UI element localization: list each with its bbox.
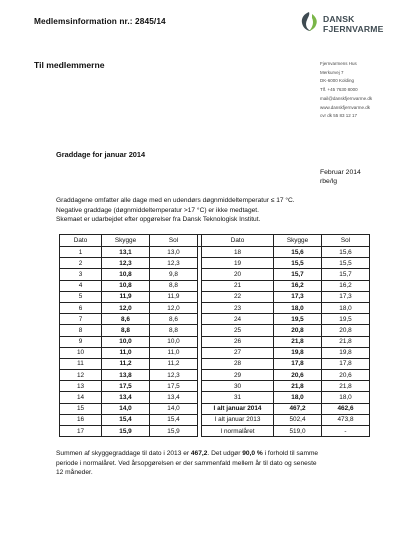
sun-cell: 11,2 <box>150 358 198 369</box>
summary-text-part: Summen af skyggegraddage til dato i 2013 er <box>56 450 191 457</box>
summary-line-2: periode i normalåret. Ved årsopgørelsen er der sammenfald mellem år til dato og seneste <box>56 459 317 467</box>
total-shadow-cell: 467,2 <box>274 403 322 414</box>
sun-cell: 8,6 <box>150 314 198 325</box>
date-cell: 6 <box>60 302 102 313</box>
shadow-cell: 11,0 <box>102 347 150 358</box>
shadow-cell: 11,2 <box>102 358 150 369</box>
total-label-cell: I alt januar 2013 <box>202 414 274 425</box>
sun-cell: 12,3 <box>150 258 198 269</box>
shadow-cell: 17,8 <box>274 358 322 369</box>
sun-cell: 14,0 <box>150 403 198 414</box>
shadow-cell: 10,8 <box>102 269 150 280</box>
sun-cell: 8,8 <box>150 325 198 336</box>
shadow-cell: 21,8 <box>274 336 322 347</box>
date-cell: 22 <box>202 291 274 302</box>
shadow-cell: 14,0 <box>102 403 150 414</box>
sun-cell: 13,0 <box>150 247 198 258</box>
shadow-cell: 15,7 <box>274 269 322 280</box>
date-cell: 18 <box>202 247 274 258</box>
intro-line: Negative graddage (døgnmiddeltemperatur >17 °C) er ikke medtaget. <box>56 206 259 214</box>
column-header: Dato <box>202 235 274 247</box>
shadow-cell: 13,1 <box>102 247 150 258</box>
intro-text <box>56 196 295 225</box>
intro-line: Skemaet er udarbejdet efter opgørelser fra Dansk Teknologisk Institut. <box>56 216 261 223</box>
total-shadow-cell: 502,4 <box>274 414 322 425</box>
degree-days-table <box>59 234 370 437</box>
table-row <box>60 403 370 414</box>
table-header-row <box>60 235 370 247</box>
reference-line: rbe/lg <box>320 178 338 186</box>
date-cell: 14 <box>60 392 102 403</box>
address-line: Tlf. +45 7630 8000 <box>320 87 358 93</box>
shadow-cell: 12,3 <box>102 258 150 269</box>
sun-cell: 21,8 <box>322 336 370 347</box>
shadow-cell: 12,0 <box>102 302 150 313</box>
sun-cell: 19,5 <box>322 314 370 325</box>
intro-line: Graddagene omfatter alle dage med en udendørs døgnmiddeltemperatur ≤ 17 °C. <box>56 197 295 204</box>
sun-cell: 20,8 <box>322 325 370 336</box>
date-cell: 25 <box>202 325 274 336</box>
document-header: Medlemsinformation nr.: 2845/14 <box>34 16 166 26</box>
column-header: Skygge <box>102 235 150 247</box>
sun-cell: 12,3 <box>150 370 198 381</box>
column-header: Skygge <box>274 235 322 247</box>
sun-cell: 17,8 <box>322 358 370 369</box>
sun-cell: 16,2 <box>322 280 370 291</box>
dansk-fjernvarme-logo <box>297 10 384 40</box>
shadow-cell: 18,0 <box>274 392 322 403</box>
summary-text-part: . Det udgør <box>207 450 243 457</box>
address-line: mail@danskfjernvarme.dk <box>320 95 373 101</box>
table-row <box>60 314 370 325</box>
date-cell: 3 <box>60 269 102 280</box>
sun-cell: 18,0 <box>322 302 370 313</box>
table-row <box>60 381 370 392</box>
shadow-cell: 19,8 <box>274 347 322 358</box>
date-block <box>320 168 361 187</box>
date-cell: 8 <box>60 325 102 336</box>
table-row <box>60 258 370 269</box>
date-cell: 19 <box>202 258 274 269</box>
shadow-cell: 11,9 <box>102 291 150 302</box>
sun-cell: 15,7 <box>322 269 370 280</box>
logo-line-1: DANSK <box>323 14 355 24</box>
date-cell: 31 <box>202 392 274 403</box>
table-row <box>60 269 370 280</box>
shadow-cell: 15,4 <box>102 414 150 425</box>
shadow-cell: 17,5 <box>102 381 150 392</box>
address-line: Fjernvarmens Hus <box>320 61 357 66</box>
address-line: www.danskfjernvarme.dk <box>320 104 371 110</box>
sun-cell: 15,4 <box>150 414 198 425</box>
sun-cell: 21,8 <box>322 381 370 392</box>
date-cell: 7 <box>60 314 102 325</box>
date-cell: 16 <box>60 414 102 425</box>
table-row <box>60 347 370 358</box>
sun-cell: 9,8 <box>150 269 198 280</box>
shadow-cell: 10,8 <box>102 280 150 291</box>
shadow-cell: 17,3 <box>274 291 322 302</box>
shadow-cell: 8,8 <box>102 325 150 336</box>
sun-cell: 15,6 <box>322 247 370 258</box>
total-sun-cell: - <box>322 426 370 437</box>
sun-cell: 19,8 <box>322 347 370 358</box>
total-label-cell: I alt januar 2014 <box>202 403 274 414</box>
address-line: DK-6000 Kolding <box>320 78 355 84</box>
sun-cell: 13,4 <box>150 392 198 403</box>
date-cell: 28 <box>202 358 274 369</box>
subject-line: Graddage for januar 2014 <box>56 150 146 159</box>
table-row <box>60 325 370 336</box>
date-cell: 20 <box>202 269 274 280</box>
table-row <box>60 302 370 313</box>
flame-swirl-icon <box>297 10 321 34</box>
date-cell: 27 <box>202 347 274 358</box>
date-cell: 2 <box>60 258 102 269</box>
date-cell: 11 <box>60 358 102 369</box>
column-header: Sol <box>150 235 198 247</box>
date-cell: 4 <box>60 280 102 291</box>
summary-value: 467,2 <box>190 450 208 457</box>
summary-line-3: 12 måneder. <box>56 469 93 477</box>
sun-cell: 8,8 <box>150 280 198 291</box>
shadow-cell: 10,0 <box>102 336 150 347</box>
date-cell: 26 <box>202 336 274 347</box>
logo-line-2: FJERNVARME <box>323 23 384 34</box>
sun-cell: 15,9 <box>150 426 198 437</box>
table-body <box>60 247 370 437</box>
date-cell: 9 <box>60 336 102 347</box>
table-row <box>60 336 370 347</box>
sun-cell: 18,0 <box>322 392 370 403</box>
date-cell: 12 <box>60 370 102 381</box>
table-row <box>60 358 370 369</box>
date-cell: 30 <box>202 381 274 392</box>
summary-percent: 90,0 % <box>242 450 263 457</box>
table-row <box>60 426 370 437</box>
shadow-cell: 13,4 <box>102 392 150 403</box>
sun-cell: 17,3 <box>322 291 370 302</box>
date-cell: 10 <box>60 347 102 358</box>
shadow-cell: 13,8 <box>102 370 150 381</box>
date-line: Februar 2014 <box>320 169 361 176</box>
date-cell: 29 <box>202 370 274 381</box>
shadow-cell: 18,0 <box>274 302 322 313</box>
shadow-cell: 19,5 <box>274 314 322 325</box>
sun-cell: 17,5 <box>150 381 198 392</box>
summary-line-1 <box>56 449 318 459</box>
shadow-cell: 20,8 <box>274 325 322 336</box>
shadow-cell: 16,2 <box>274 280 322 291</box>
sender-address <box>320 60 372 121</box>
shadow-cell: 8,6 <box>102 314 150 325</box>
date-cell: 13 <box>60 381 102 392</box>
table-row <box>60 414 370 425</box>
column-header: Dato <box>60 235 102 247</box>
column-header: Sol <box>322 235 370 247</box>
date-cell: 24 <box>202 314 274 325</box>
sun-cell: 11,0 <box>150 347 198 358</box>
date-cell: 15 <box>60 403 102 414</box>
address-line: cvr dk 55 83 12 17 <box>320 113 358 119</box>
sun-cell: 15,5 <box>322 258 370 269</box>
date-cell: 5 <box>60 291 102 302</box>
date-cell: 17 <box>60 426 102 437</box>
shadow-cell: 15,9 <box>102 426 150 437</box>
table-row <box>60 280 370 291</box>
address-line: Merkurvej 7 <box>320 69 344 75</box>
recipient: Til medlemmerne <box>34 60 105 70</box>
sun-cell: 10,0 <box>150 336 198 347</box>
total-label-cell: I normalåret <box>202 426 274 437</box>
sun-cell: 20,6 <box>322 370 370 381</box>
shadow-cell: 20,6 <box>274 370 322 381</box>
table-row <box>60 291 370 302</box>
date-cell: 23 <box>202 302 274 313</box>
sun-cell: 12,0 <box>150 302 198 313</box>
total-shadow-cell: 519,0 <box>274 426 322 437</box>
shadow-cell: 15,5 <box>274 258 322 269</box>
total-sun-cell: 462,6 <box>322 403 370 414</box>
table-row <box>60 247 370 258</box>
table-row <box>60 370 370 381</box>
summary-text-part: i forhold til samme <box>262 450 319 457</box>
shadow-cell: 21,8 <box>274 381 322 392</box>
date-cell: 1 <box>60 247 102 258</box>
shadow-cell: 15,6 <box>274 247 322 258</box>
sun-cell: 11,9 <box>150 291 198 302</box>
total-sun-cell: 473,8 <box>322 414 370 425</box>
summary-text <box>56 449 318 478</box>
table-row <box>60 392 370 403</box>
date-cell: 21 <box>202 280 274 291</box>
